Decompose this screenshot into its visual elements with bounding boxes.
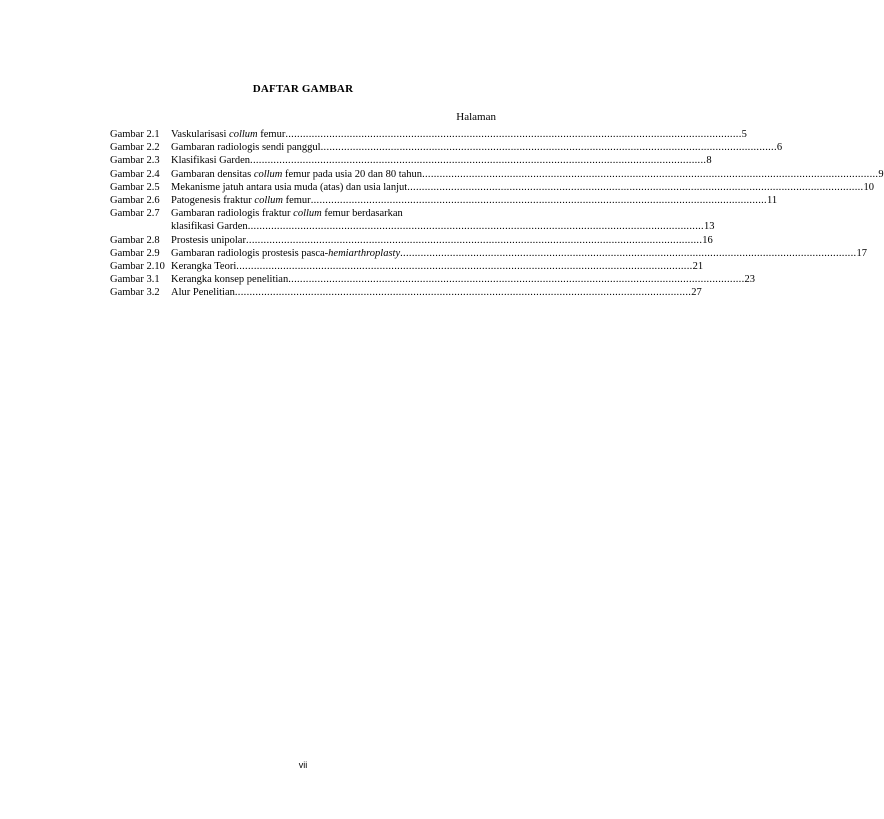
figure-label: Gambar 2.8 [110,234,160,246]
figure-page-number: 8 [706,155,712,167]
figure-page-number: 27 [691,287,702,299]
figure-title: Gambaran densitas collum femur pada usia 20 dan 80 tahun [171,168,423,180]
figure-entry [110,247,867,260]
dot-leader [407,181,863,194]
dot-leader [311,194,767,207]
figure-entry [110,194,778,207]
figure-label: Gambar 2.3 [110,155,160,167]
figure-page-number: 10 [863,181,874,193]
figure-title: Mekanisme jatuh antara usia muda (atas) dan usia lanjut [171,181,408,193]
figure-entry [110,207,715,233]
figure-entry [110,154,712,167]
figure-label: Gambar 2.7 [110,208,160,220]
figure-page-number: 9 [878,168,884,180]
figure-label: Gambar 2.10 [110,261,165,273]
dot-leader [236,260,692,273]
figure-label: Gambar 2.6 [110,195,160,207]
figure-entry [110,234,713,247]
figure-label: Gambar 2.5 [110,181,160,193]
figure-title: Kerangka konsep penelitian [171,274,289,286]
figure-entry [110,181,874,194]
figure-label: Gambar 3.1 [110,274,160,286]
figure-page-number: 21 [692,261,704,273]
figure-title: Kerangka Teori [171,261,237,273]
figure-title: Prostesis unipolar [171,234,246,246]
figure-label: Gambar 3.2 [110,287,160,299]
figure-entry [110,260,704,273]
dot-leader [248,220,704,233]
figure-entry [110,168,884,181]
figure-title: Gambaran radiologis sendi panggul [171,142,321,154]
figure-label: Gambar 2.9 [110,247,160,259]
figure-page-number: 5 [741,129,747,140]
dot-leader [288,273,744,286]
figure-page-number: 17 [856,247,867,259]
figure-entry [110,273,756,286]
figure-title: Gambaran radiologis fraktur collum femur berdasarkan [171,208,403,220]
dot-leader [235,286,691,299]
figure-page-number: 16 [702,234,713,246]
figure-entry [110,128,747,141]
figure-title: Alur Penelitian [171,287,235,299]
figure-entry [110,286,702,299]
dot-leader [321,141,777,154]
dot-leader [422,168,878,181]
dot-leader [246,234,702,247]
figure-title: Vaskularisasi collum femur [171,129,286,140]
figure-list [110,128,884,300]
figure-page-number: 6 [776,142,783,154]
dot-leader [250,154,706,167]
figure-title: Klasifikasi Garden [171,155,251,167]
dot-leader [400,247,856,260]
figure-label: Gambar 2.4 [110,168,160,180]
figure-label: Gambar 2.1 [110,129,160,140]
figure-title: klasifikasi Garden [171,221,248,233]
figure-page-number: 11 [767,195,778,207]
figure-title: Patogenesis fraktur collum femur [171,195,311,207]
figure-page-number: 13 [704,221,715,233]
halaman-label: Halaman [456,111,496,123]
figure-title: Gambaran radiologis prostesis pasca-hemiarthroplasty [171,247,401,259]
page-title: DAFTAR GAMBAR [252,83,354,95]
dot-leader [285,128,741,141]
figure-entry [110,141,783,154]
page-number: vii [298,760,308,770]
figure-label: Gambar 2.2 [110,142,160,154]
figure-page-number: 23 [744,274,756,286]
